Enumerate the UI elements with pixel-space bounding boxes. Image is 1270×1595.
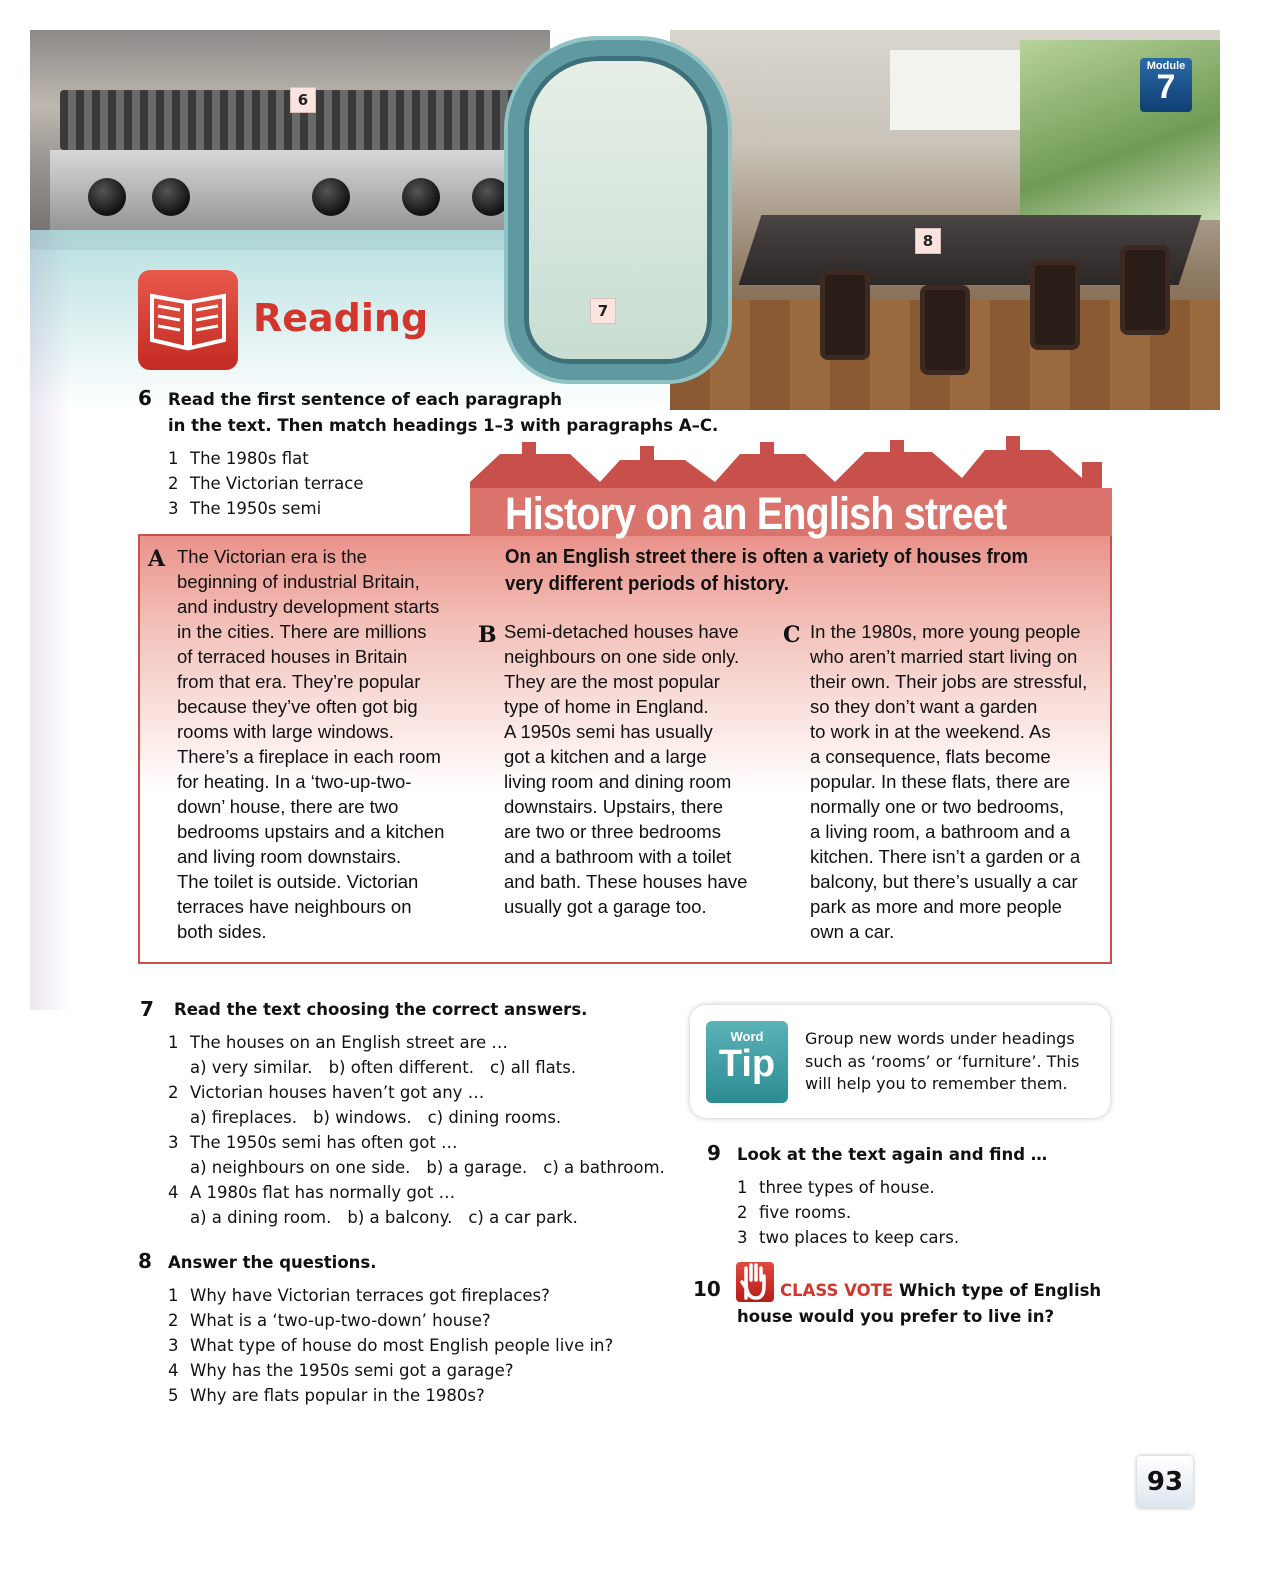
item-text: The Victorian terrace	[190, 474, 364, 493]
cooker-knob	[472, 178, 510, 216]
paragraph-c	[810, 619, 1110, 944]
cooker-knob	[152, 178, 190, 216]
paragraph-line: from that era. They’re popular	[177, 671, 421, 692]
question-item	[168, 1308, 613, 1333]
paragraph-line: and industry development starts	[177, 596, 440, 617]
photo-tag-mirror: 7	[590, 298, 616, 324]
question-text: A 1980s flat has normally got …	[190, 1183, 456, 1202]
paragraph-line: and bath. These houses have	[504, 871, 748, 892]
exercise-7-number: 7	[140, 997, 154, 1021]
paragraph-letter-a: A	[148, 546, 166, 572]
question-text: Why are flats popular in the 1980s?	[190, 1386, 485, 1405]
exercise-7-questions	[168, 1030, 681, 1230]
item-number: 5	[168, 1386, 179, 1405]
paragraph-line: In the 1980s, more young people	[810, 621, 1081, 642]
answer-option[interactable]: a) very similar.	[190, 1058, 313, 1077]
item-number: 3	[168, 499, 179, 518]
item-number: 3	[168, 1133, 179, 1152]
dining-room-photo	[670, 30, 1220, 410]
paragraph-line: their own. Their jobs are stressful,	[810, 671, 1088, 692]
answer-options	[168, 1055, 681, 1080]
raised-hand-icon	[736, 1262, 774, 1302]
answer-option[interactable]: a) fireplaces.	[190, 1108, 297, 1127]
instruction-line: Read the first sentence of each paragraph	[168, 390, 562, 409]
exercise-6-number: 6	[138, 386, 152, 410]
dining-chair	[820, 270, 870, 360]
tip-line: will help you to remember them.	[805, 1074, 1068, 1093]
question-item	[168, 1080, 681, 1105]
answer-options	[168, 1105, 681, 1130]
question-text: Why has the 1950s semi got a garage?	[190, 1361, 514, 1380]
answer-option[interactable]: c) a bathroom.	[543, 1158, 665, 1177]
paragraph-a	[177, 544, 472, 944]
paragraph-line: bedrooms upstairs and a kitchen	[177, 821, 445, 842]
paragraph-line: They are the most popular	[504, 671, 720, 692]
tip-badge-big: Tip	[718, 1043, 776, 1085]
item-number: 3	[737, 1228, 748, 1247]
photo-tag-table: 8	[915, 228, 941, 254]
paragraph-line: to work in at the weekend. As	[810, 721, 1051, 742]
find-item	[737, 1200, 959, 1225]
paragraph-line: normally one or two bedrooms,	[810, 796, 1064, 817]
item-number: 1	[168, 1286, 179, 1305]
item-number: 4	[168, 1183, 179, 1202]
answer-option[interactable]: b) a garage.	[426, 1158, 528, 1177]
heading-item	[168, 471, 364, 496]
question-text: The 1950s semi has often got …	[190, 1133, 458, 1152]
module-label: Module	[1146, 60, 1186, 72]
page-number: 93	[1137, 1456, 1193, 1508]
paragraph-line: because they’ve often got big	[177, 696, 418, 717]
paragraph-line: got a kitchen and a large	[504, 746, 707, 767]
question-item	[168, 1283, 613, 1308]
question-item	[168, 1130, 681, 1155]
paragraph-line: both sides.	[177, 921, 267, 942]
paragraph-line: beginning of industrial Britain,	[177, 571, 420, 592]
class-vote-question: Which type of English	[898, 1281, 1102, 1300]
paragraph-line: The Victorian era is the	[177, 546, 367, 567]
question-item	[168, 1030, 681, 1055]
section-title: Reading	[253, 296, 429, 340]
answer-options	[168, 1205, 681, 1230]
paragraph-line: balcony, but there’s usually a car	[810, 871, 1078, 892]
paragraph-line: and living room downstairs.	[177, 846, 402, 867]
paragraph-line: a consequence, flats become	[810, 746, 1051, 767]
exercise-10-instruction-line2: house would you prefer to live in?	[737, 1307, 1055, 1326]
paragraph-line: living room and dining room	[504, 771, 732, 792]
answer-option[interactable]: c) a car park.	[468, 1208, 578, 1227]
paragraph-line: a living room, a bathroom and a	[810, 821, 1071, 842]
paragraph-letter-c: C	[783, 622, 801, 648]
ornate-mirror-image	[508, 40, 728, 380]
item-number: 1	[737, 1178, 748, 1197]
find-item	[737, 1175, 959, 1200]
item-number: 2	[168, 1083, 179, 1102]
cooker-knob	[88, 178, 126, 216]
heading-item	[168, 446, 364, 471]
paragraph-line: type of home in England.	[504, 696, 709, 717]
tip-line: Group new words under headings	[805, 1029, 1075, 1048]
heading-item	[168, 496, 364, 521]
paragraph-line: usually got a garage too.	[504, 896, 707, 917]
paragraph-b	[504, 619, 784, 919]
item-text: three types of house.	[759, 1178, 935, 1197]
subtitle-line: On an English street there is often a variety of houses from	[505, 546, 1028, 568]
answer-options	[168, 1155, 681, 1180]
item-number: 1	[168, 449, 179, 468]
exercise-9-instruction: Look at the text again and find …	[737, 1145, 1048, 1164]
dining-chair	[920, 285, 970, 375]
paragraph-line: popular. In these flats, there are	[810, 771, 1071, 792]
exercise-8-number: 8	[138, 1249, 152, 1273]
paragraph-line: down’ house, there are two	[177, 796, 399, 817]
subtitle-line: very different periods of history.	[505, 573, 789, 595]
paragraph-line: of terraced houses in Britain	[177, 646, 408, 667]
paragraph-line: terraces have neighbours on	[177, 896, 412, 917]
left-edge-shade	[30, 230, 70, 1010]
cooker-knob	[312, 178, 350, 216]
item-text: five rooms.	[759, 1203, 852, 1222]
tip-line: such as ‘rooms’ or ‘furniture’. This	[805, 1051, 1080, 1071]
cooker-knob	[402, 178, 440, 216]
paragraph-line: and a bathroom with a toilet	[504, 846, 732, 867]
item-number: 3	[168, 1336, 179, 1355]
question-text: The houses on an English street are …	[190, 1033, 508, 1052]
item-number: 2	[737, 1203, 748, 1222]
paragraph-line: park as more and more people	[810, 896, 1062, 917]
article-title: History on an English street	[505, 488, 1007, 539]
question-text: Victorian houses haven’t got any …	[190, 1083, 485, 1102]
article-subtitle	[505, 544, 1063, 598]
answer-option[interactable]: c) all flats.	[489, 1058, 577, 1077]
answer-option[interactable]: b) a balcony.	[347, 1208, 453, 1227]
exercise-7-instruction: Read the text choosing the correct answers.	[174, 1000, 588, 1019]
answer-option[interactable]: c) dining rooms.	[427, 1108, 562, 1127]
paragraph-letter-b: B	[478, 622, 497, 648]
paragraph-line: own a car.	[810, 921, 895, 942]
word-tip-text	[805, 1028, 1105, 1096]
photo-tag-cooker: 6	[290, 87, 316, 113]
paragraph-line: There’s a fireplace in each room	[177, 746, 441, 767]
paragraph-line: for heating. In a ‘two-up-two-	[177, 771, 412, 792]
find-item	[737, 1225, 959, 1250]
item-number: 1	[168, 1033, 179, 1052]
paragraph-line: so they don’t want a garden	[810, 696, 1038, 717]
exercise-9-items	[737, 1175, 959, 1250]
question-item	[168, 1180, 681, 1205]
paragraph-line: are two or three bedrooms	[504, 821, 721, 842]
exercise-6-headings	[168, 446, 364, 521]
paragraph-line: The toilet is outside. Victorian	[177, 871, 419, 892]
exercise-9-number: 9	[707, 1141, 721, 1165]
item-number: 4	[168, 1361, 179, 1380]
dining-chair	[1030, 260, 1080, 350]
answer-option[interactable]: b) often different.	[328, 1058, 474, 1077]
answer-option[interactable]: a) neighbours on one side.	[190, 1158, 411, 1177]
item-text: The 1980s flat	[190, 449, 309, 468]
exercise-8-instruction: Answer the questions.	[168, 1253, 377, 1272]
item-text: two places to keep cars.	[759, 1228, 960, 1247]
item-number: 2	[168, 1311, 179, 1330]
module-badge	[1140, 58, 1192, 112]
question-item	[168, 1383, 613, 1408]
question-item	[168, 1358, 613, 1383]
word-tip-badge	[706, 1021, 788, 1103]
exercise-10-number: 10	[693, 1277, 721, 1301]
paragraph-line: who aren’t married start living on	[810, 646, 1078, 667]
exercise-10-instruction	[780, 1278, 1101, 1304]
item-number: 2	[168, 474, 179, 493]
paragraph-line: kitchen. There isn’t a garden or a	[810, 846, 1081, 867]
dining-chair	[1120, 245, 1170, 335]
paragraph-line: in the cities. There are millions	[177, 621, 427, 642]
cooker-photo	[30, 30, 550, 250]
question-text: What type of house do most English people live in?	[190, 1336, 614, 1355]
question-item	[168, 1333, 613, 1358]
tip-badge-small: Word	[730, 1029, 764, 1044]
instruction-line: in the text. Then match headings 1–3 with paragraphs A–C.	[168, 416, 719, 435]
paragraph-line: downstairs. Upstairs, there	[504, 796, 724, 817]
question-text: Why have Victorian terraces got fireplaces?	[190, 1286, 550, 1305]
paragraph-line: neighbours on one side only.	[504, 646, 740, 667]
open-book-icon	[138, 270, 238, 370]
item-text: The 1950s semi	[190, 499, 322, 518]
paragraph-line: A 1950s semi has usually	[504, 721, 713, 742]
module-number: 7	[1156, 68, 1176, 106]
paragraph-line: rooms with large windows.	[177, 721, 394, 742]
exercise-8-questions	[168, 1283, 613, 1408]
class-vote-label: CLASS VOTE	[780, 1281, 894, 1300]
question-text: What is a ‘two-up-two-down’ house?	[190, 1311, 491, 1330]
answer-option[interactable]: a) a dining room.	[190, 1208, 332, 1227]
paragraph-line: Semi-detached houses have	[504, 621, 739, 642]
answer-option[interactable]: b) windows.	[313, 1108, 412, 1127]
